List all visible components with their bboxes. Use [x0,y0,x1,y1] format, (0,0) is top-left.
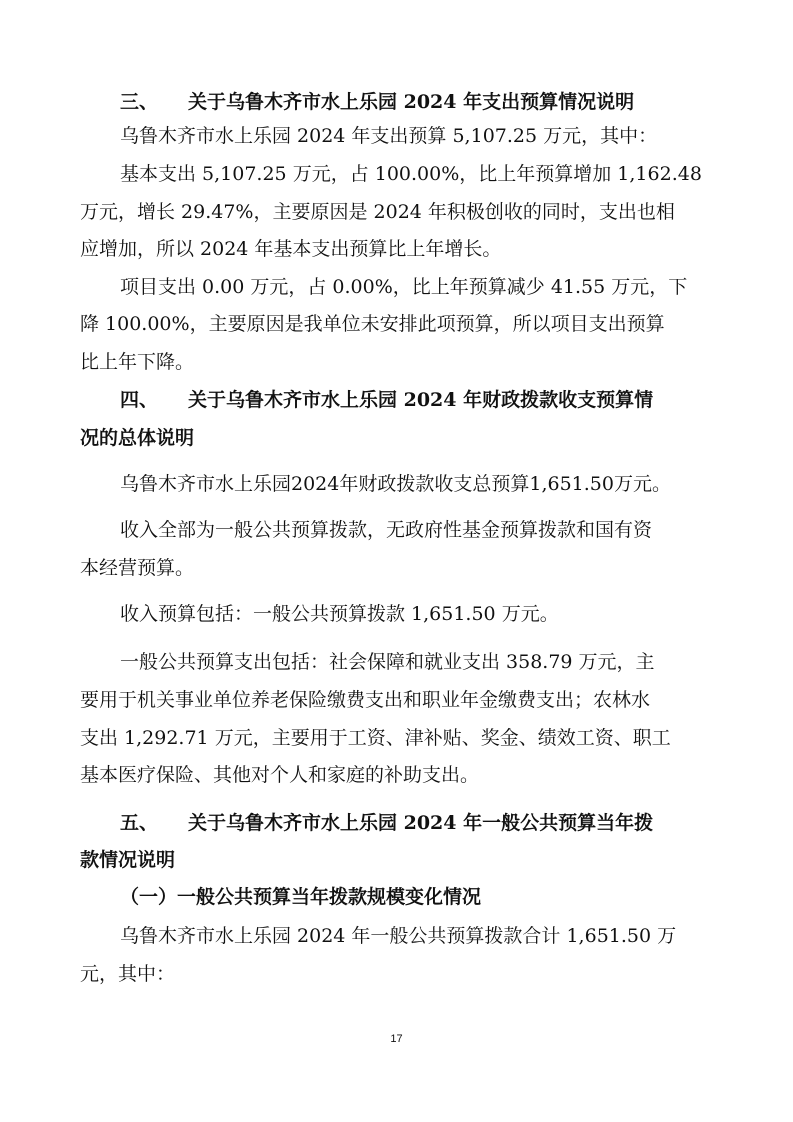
section-3-paragraph-1: 乌鲁木齐市水上乐园 2024 年支出预算 5,107.25 万元，其中： [120,125,658,147]
section-4-paragraph-4-line-1: 一般公共预算支出包括：社会保障和就业支出 358.79 万元，主 [120,651,655,673]
section-3-paragraph-2-line-2: 万元，增长 29.47%，主要原因是 2024 年积极创收的同时，支出也相 [80,201,675,223]
section-4-paragraph-3: 收入预算包括：一般公共预算拨款 1,651.50 万元。 [120,603,559,625]
section-3-paragraph-2-line-3: 应增加，所以 2024 年基本支出预算比上年增长。 [80,238,502,260]
section-4-paragraph-2-line-2: 本经营预算。 [80,557,195,579]
section-3-paragraph-2-line-1: 基本支出 5,107.25 万元，占 100.00%，比上年预算增加 1,162.48 [120,163,702,185]
section-5-subheading-1: （一）一般公共预算当年拨款规模变化情况 [120,886,482,908]
section-3-paragraph-3-line-2: 降 100.00%，主要原因是我单位未安排此项预算，所以项目支出预算 [80,313,665,335]
section-5-paragraph-1-line-2: 元，其中： [80,963,176,985]
section-4-paragraph-4-line-2: 要用于机关事业单位养老保险缴费支出和职业年金缴费支出；农林水 [80,689,651,711]
section-3-number: 三、 [120,91,159,113]
section-3-paragraph-3-line-1: 项目支出 0.00 万元，占 0.00%，比上年预算减少 41.55 万元，下 [120,276,688,298]
section-4-heading-line-1: 关于乌鲁木齐市水上乐园 2024 年财政拨款收支预算情 [188,389,654,411]
section-4-heading-line-2: 况的总体说明 [80,427,195,449]
section-4-paragraph-4-line-3: 支出 1,292.71 万元，主要用于工资、津补贴、奖金、绩效工资、职工 [80,727,671,749]
section-4-paragraph-1: 乌鲁木齐市水上乐园2024年财政拨款收支总预算1,651.50万元。 [120,473,671,495]
section-5-number: 五、 [120,812,159,834]
section-5-paragraph-1-line-1: 乌鲁木齐市水上乐园 2024 年一般公共预算拨款合计 1,651.50 万 [120,925,677,947]
section-3-heading: 关于乌鲁木齐市水上乐园 2024 年支出预算情况说明 [188,91,635,113]
section-5-heading-line-2: 款情况说明 [80,849,176,871]
section-4-paragraph-4-line-4: 基本医疗保险、其他对个人和家庭的补助支出。 [80,764,480,786]
section-4-paragraph-2-line-1: 收入全部为一般公共预算拨款，无政府性基金预算拨款和国有资 [120,519,653,541]
section-5-heading-line-1: 关于乌鲁木齐市水上乐园 2024 年一般公共预算当年拨 [188,812,654,834]
section-4-number: 四、 [120,389,159,411]
page-number: 17 [390,1033,403,1045]
section-3-paragraph-3-line-3: 比上年下降。 [80,351,195,373]
